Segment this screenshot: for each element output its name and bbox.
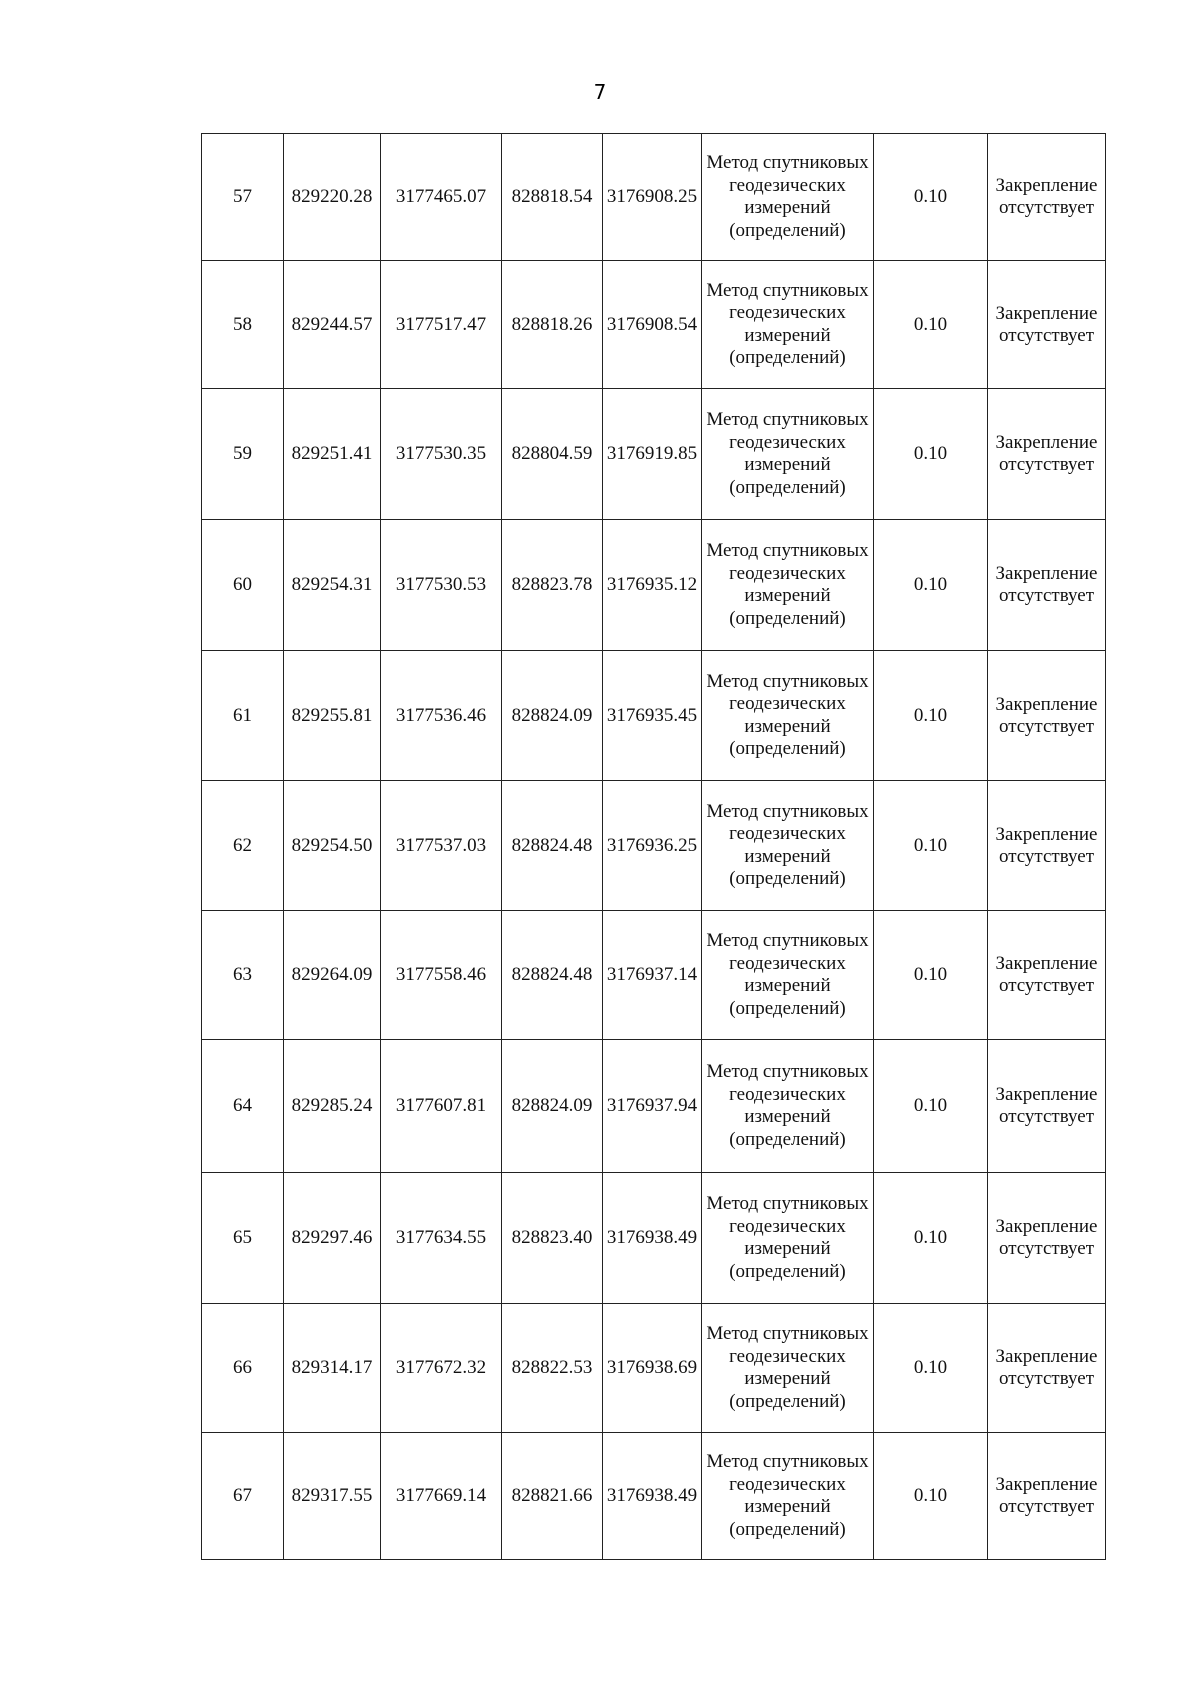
cell-y-coordinate: 3177558.46: [381, 911, 502, 1040]
cell-y-coordinate-2: 3176919.85: [603, 389, 702, 520]
cell-accuracy: 0.10: [874, 781, 988, 911]
cell-x-coordinate: 829297.46: [284, 1173, 381, 1304]
cell-point-number: 63: [202, 911, 284, 1040]
cell-x-coordinate: 829255.81: [284, 651, 381, 781]
cell-x-coordinate: 829251.41: [284, 389, 381, 520]
cell-accuracy: 0.10: [874, 651, 988, 781]
cell-y-coordinate-2: 3176935.12: [603, 520, 702, 651]
cell-method: Метод спутниковых геодезических измерений (определений): [702, 134, 874, 261]
cell-y-coordinate-2: 3176937.94: [603, 1040, 702, 1173]
cell-y-coordinate-2: 3176908.54: [603, 261, 702, 389]
cell-method: Метод спутниковых геодезических измерений (определений): [702, 261, 874, 389]
cell-y-coordinate-2: 3176938.49: [603, 1433, 702, 1560]
cell-x-coordinate: 829244.57: [284, 261, 381, 389]
cell-x-coordinate: 829254.50: [284, 781, 381, 911]
table-row: [202, 389, 1106, 520]
cell-x-coordinate-2: 828823.40: [502, 1173, 603, 1304]
cell-method: Метод спутниковых геодезических измерений (определений): [702, 520, 874, 651]
cell-x-coordinate-2: 828821.66: [502, 1433, 603, 1560]
cell-x-coordinate-2: 828822.53: [502, 1304, 603, 1433]
cell-x-coordinate-2: 828824.48: [502, 911, 603, 1040]
cell-y-coordinate-2: 3176936.25: [603, 781, 702, 911]
cell-y-coordinate: 3177537.03: [381, 781, 502, 911]
cell-y-coordinate: 3177607.81: [381, 1040, 502, 1173]
table-row: [202, 911, 1106, 1040]
cell-point-number: 57: [202, 134, 284, 261]
table-row: [202, 1040, 1106, 1173]
cell-fixation: Закрепление отсутствует: [988, 1040, 1106, 1173]
table-row: [202, 520, 1106, 651]
cell-accuracy: 0.10: [874, 1433, 988, 1560]
cell-y-coordinate-2: 3176908.25: [603, 134, 702, 261]
table-row: [202, 1173, 1106, 1304]
cell-x-coordinate: 829254.31: [284, 520, 381, 651]
table-row: [202, 261, 1106, 389]
cell-y-coordinate-2: 3176935.45: [603, 651, 702, 781]
cell-x-coordinate-2: 828818.54: [502, 134, 603, 261]
table-row: [202, 134, 1106, 261]
cell-y-coordinate: 3177465.07: [381, 134, 502, 261]
cell-x-coordinate-2: 828824.09: [502, 1040, 603, 1173]
cell-y-coordinate: 3177536.46: [381, 651, 502, 781]
cell-fixation: Закрепление отсутствует: [988, 134, 1106, 261]
cell-fixation: Закрепление отсутствует: [988, 389, 1106, 520]
cell-fixation: Закрепление отсутствует: [988, 1304, 1106, 1433]
cell-y-coordinate: 3177530.35: [381, 389, 502, 520]
cell-x-coordinate: 829220.28: [284, 134, 381, 261]
cell-method: Метод спутниковых геодезических измерений (определений): [702, 911, 874, 1040]
cell-method: Метод спутниковых геодезических измерений (определений): [702, 651, 874, 781]
cell-y-coordinate: 3177634.55: [381, 1173, 502, 1304]
cell-fixation: Закрепление отсутствует: [988, 1173, 1106, 1304]
cell-x-coordinate-2: 828823.78: [502, 520, 603, 651]
cell-point-number: 62: [202, 781, 284, 911]
cell-fixation: Закрепление отсутствует: [988, 911, 1106, 1040]
cell-point-number: 60: [202, 520, 284, 651]
cell-y-coordinate: 3177517.47: [381, 261, 502, 389]
cell-y-coordinate: 3177669.14: [381, 1433, 502, 1560]
table-row: [202, 1304, 1106, 1433]
cell-point-number: 67: [202, 1433, 284, 1560]
table-body: [202, 134, 1106, 1560]
table-row: [202, 781, 1106, 911]
cell-y-coordinate: 3177672.32: [381, 1304, 502, 1433]
cell-fixation: Закрепление отсутствует: [988, 261, 1106, 389]
cell-method: Метод спутниковых геодезических измерений (определений): [702, 1173, 874, 1304]
cell-point-number: 61: [202, 651, 284, 781]
cell-accuracy: 0.10: [874, 389, 988, 520]
cell-accuracy: 0.10: [874, 520, 988, 651]
page-number: 7: [593, 80, 607, 104]
cell-x-coordinate-2: 828824.48: [502, 781, 603, 911]
cell-x-coordinate: 829285.24: [284, 1040, 381, 1173]
cell-fixation: Закрепление отсутствует: [988, 520, 1106, 651]
cell-accuracy: 0.10: [874, 911, 988, 1040]
cell-point-number: 59: [202, 389, 284, 520]
cell-x-coordinate: 829317.55: [284, 1433, 381, 1560]
table-row: [202, 1433, 1106, 1560]
cell-x-coordinate: 829314.17: [284, 1304, 381, 1433]
cell-accuracy: 0.10: [874, 134, 988, 261]
cell-accuracy: 0.10: [874, 261, 988, 389]
cell-accuracy: 0.10: [874, 1304, 988, 1433]
cell-y-coordinate-2: 3176937.14: [603, 911, 702, 1040]
cell-x-coordinate-2: 828818.26: [502, 261, 603, 389]
cell-x-coordinate-2: 828804.59: [502, 389, 603, 520]
cell-fixation: Закрепление отсутствует: [988, 651, 1106, 781]
table-row: [202, 651, 1106, 781]
cell-x-coordinate-2: 828824.09: [502, 651, 603, 781]
cell-method: Метод спутниковых геодезических измерений (определений): [702, 389, 874, 520]
cell-y-coordinate: 3177530.53: [381, 520, 502, 651]
coordinates-table: [201, 133, 1106, 1560]
cell-point-number: 58: [202, 261, 284, 389]
cell-method: Метод спутниковых геодезических измерений (определений): [702, 1040, 874, 1173]
cell-point-number: 64: [202, 1040, 284, 1173]
cell-y-coordinate-2: 3176938.69: [603, 1304, 702, 1433]
cell-method: Метод спутниковых геодезических измерений (определений): [702, 1304, 874, 1433]
cell-point-number: 65: [202, 1173, 284, 1304]
cell-fixation: Закрепление отсутствует: [988, 781, 1106, 911]
cell-fixation: Закрепление отсутствует: [988, 1433, 1106, 1560]
cell-x-coordinate: 829264.09: [284, 911, 381, 1040]
cell-method: Метод спутниковых геодезических измерений (определений): [702, 781, 874, 911]
cell-method: Метод спутниковых геодезических измерений (определений): [702, 1433, 874, 1560]
cell-y-coordinate-2: 3176938.49: [603, 1173, 702, 1304]
cell-point-number: 66: [202, 1304, 284, 1433]
cell-accuracy: 0.10: [874, 1173, 988, 1304]
cell-accuracy: 0.10: [874, 1040, 988, 1173]
